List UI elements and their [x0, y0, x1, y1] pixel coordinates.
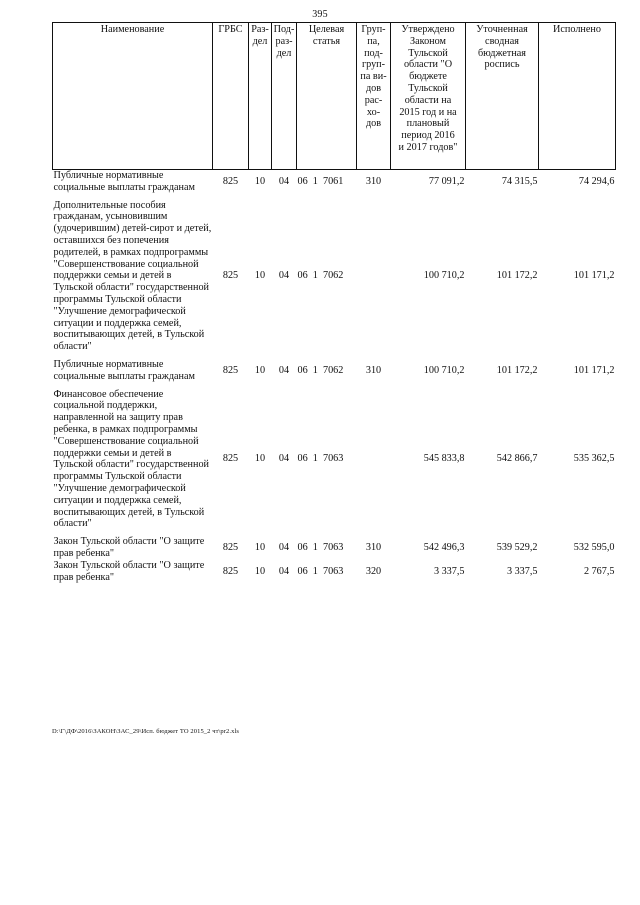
row-target-article: 06 1 7063	[297, 453, 344, 465]
row-executed: 101 171,2	[573, 270, 615, 282]
table-row	[53, 389, 616, 531]
row-executed: 101 171,2	[573, 364, 615, 376]
row-refined: 101 172,2	[496, 364, 538, 376]
header-podrazdel: Под- раз- дел	[272, 23, 297, 170]
row-refined: 542 866,7	[496, 453, 538, 465]
row-podrazdel: 04	[278, 175, 290, 187]
row-razdel: 10	[254, 453, 266, 465]
table-row	[53, 359, 616, 383]
row-name: Закон Тульской области "О защите прав ребенка"	[53, 559, 205, 583]
row-grbs: 825	[222, 364, 239, 376]
row-razdel: 10	[254, 364, 266, 376]
page-number: 395	[312, 9, 328, 20]
row-expense-group: 310	[365, 542, 382, 553]
row-podrazdel: 04	[278, 453, 290, 465]
row-refined: 101 172,2	[496, 270, 538, 282]
header-grbs: ГРБС	[213, 23, 249, 170]
budget-table	[52, 22, 616, 583]
row-approved: 100 710,2	[423, 364, 465, 376]
file-path-footer: D:\Г\ДФ\2016\ЗАКОН\ЗАС_29\Исп. бюджет ТО 2015_2 чт\pr2.xls	[52, 728, 240, 735]
row-executed: 535 362,5	[573, 453, 615, 465]
header-razdel: Раз- дел	[249, 23, 272, 170]
row-refined: 3 337,5	[506, 565, 538, 577]
row-expense-group: 310	[365, 364, 382, 376]
table-header-row	[53, 23, 616, 170]
header-name: Наименование	[53, 23, 213, 170]
row-approved: 77 091,2	[428, 175, 465, 187]
row-approved: 542 496,3	[423, 542, 465, 553]
row-grbs: 825	[222, 175, 239, 187]
row-podrazdel: 04	[278, 364, 290, 376]
header-approved: Утверждено Законом Тульской области "О бюджете Тульской области на 2015 год и на плановый период 2016 и 2017 годов"	[391, 23, 466, 170]
row-name: Публичные нормативные социальные выплаты гражданам	[53, 358, 195, 382]
row-name: Публичные нормативные социальные выплаты гражданам	[53, 170, 195, 193]
row-razdel: 10	[254, 270, 266, 282]
row-target-article: 06 1 7063	[297, 542, 344, 553]
row-executed: 532 595,0	[573, 542, 615, 553]
row-refined: 539 529,2	[496, 542, 538, 553]
header-refined: Уточненная сводная бюджетная роспись	[466, 23, 539, 170]
row-podrazdel: 04	[278, 270, 290, 282]
row-name: Дополнительные пособия гражданам, усыновившим (удочерившим) детей-сирот и детей, оставшихся без попечения родителей, в рамках подпрограммы "Совершенствование социальной поддержки семьи и детей в Тульской области" государственной программы Тульской области "Улучшение демографической ситуации и поддержка семей, воспитывающих детей, в Тульской области"	[53, 199, 212, 353]
header-target-article: Целевая статья	[297, 23, 357, 170]
row-refined: 74 315,5	[501, 175, 538, 187]
row-expense-group	[357, 389, 391, 531]
row-expense-group	[357, 200, 391, 353]
row-razdel: 10	[254, 175, 266, 187]
row-target-article: 06 1 7062	[297, 270, 344, 282]
row-grbs: 825	[222, 542, 239, 553]
row-target-article: 06 1 7062	[297, 364, 344, 376]
row-grbs: 825	[222, 453, 239, 465]
row-expense-group: 320	[365, 565, 382, 577]
row-grbs: 825	[222, 270, 239, 282]
table-row	[53, 536, 616, 560]
row-approved: 545 833,8	[423, 453, 465, 465]
row-name: Закон Тульской области "О защите прав ребенка"	[53, 536, 205, 559]
row-name: Финансовое обеспечение социальной поддержки, направленной на защиту прав ребенка, в рамках подпрограммы "Совершенствование социальной поддержки семьи и детей в Тульской области" государственной программы Тульской области "Улучшение демографической ситуации и поддержка семей, воспитывающих детей, в Тульской области"	[53, 388, 210, 530]
row-approved: 3 337,5	[433, 565, 465, 577]
table-row	[53, 560, 616, 584]
table-row	[53, 170, 616, 194]
row-target-article: 06 1 7063	[297, 565, 344, 577]
row-approved: 100 710,2	[423, 270, 465, 282]
row-podrazdel: 04	[278, 542, 290, 553]
row-razdel: 10	[254, 565, 266, 577]
row-grbs: 825	[222, 565, 239, 577]
row-target-article: 06 1 7061	[297, 175, 344, 187]
row-executed: 74 294,6	[578, 175, 615, 187]
table-row	[53, 200, 616, 353]
row-expense-group: 310	[365, 175, 382, 187]
row-podrazdel: 04	[278, 565, 290, 577]
row-razdel: 10	[254, 542, 266, 553]
header-executed: Исполнено	[539, 23, 616, 170]
header-expense-group: Груп- па, под- груп- па ви- дов рас- хо- дов	[357, 23, 391, 170]
row-executed: 2 767,5	[583, 565, 615, 577]
